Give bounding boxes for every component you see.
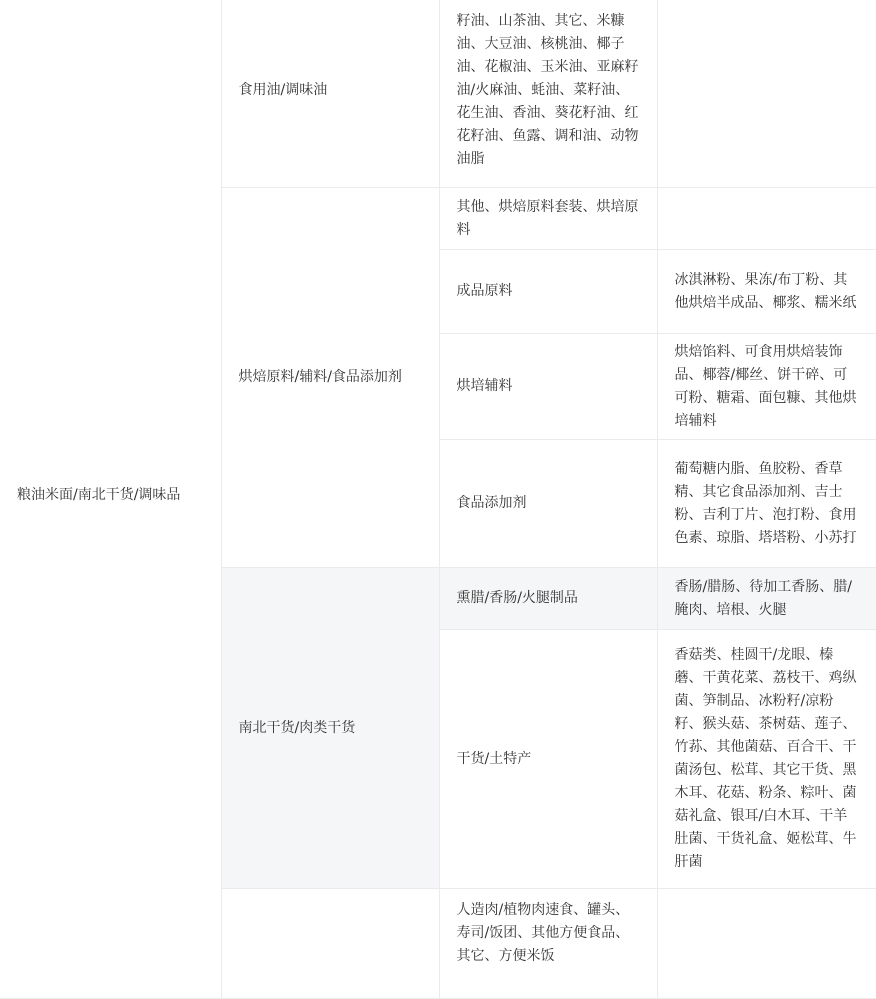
table-cell-tertiary-category: 人造肉/植物肉速食、罐头、寿司/饭团、其他方便食品、其它、方便米饭 (439, 889, 657, 999)
table-cell-secondary-category (221, 889, 439, 999)
table-cell-tertiary-category: 成品原料 (439, 250, 657, 334)
table-cell-tertiary-category: 其他、烘焙原料套装、烘培原料 (439, 188, 657, 250)
table-cell-tertiary-category: 干货/土特产 (439, 630, 657, 889)
table-cell-items: 香菇类、桂圆干/龙眼、榛蘑、干黄花菜、荔枝干、鸡纵菌、笋制品、冰粉籽/凉粉籽、猴头菇、茶树菇、莲子、竹荪、其他菌菇、百合干、干菌汤包、松茸、其它干货、黑木耳、花菇、粉条、粽叶、菌菇礼盒、银耳/白木耳、干羊肚菌、干货礼盒、姬松茸、牛肝菌 (657, 630, 876, 889)
table-row (0, 0, 876, 188)
table-cell-items: 葡萄糖内脂、鱼胶粉、香草精、其它食品添加剂、吉士粉、吉利丁片、泡打粉、食用色素、琼脂、塔塔粉、小苏打 (657, 440, 876, 568)
table-cell-tertiary-category: 籽油、山茶油、其它、米糠油、大豆油、核桃油、椰子油、花椒油、玉米油、亚麻籽油/火麻油、蚝油、菜籽油、花生油、香油、葵花籽油、红花籽油、鱼露、调和油、动物油脂 (439, 0, 657, 188)
table-cell-items: 冰淇淋粉、果冻/布丁粉、其他烘焙半成品、椰浆、糯米纸 (657, 250, 876, 334)
table-cell-items (657, 0, 876, 188)
table-cell-tertiary-category: 烘培辅料 (439, 334, 657, 440)
table-cell-secondary-category: 烘焙原料/辅料/食品添加剂 (221, 188, 439, 568)
table-cell-tertiary-category: 熏腊/香肠/火腿制品 (439, 568, 657, 630)
table-cell-tertiary-category: 食品添加剂 (439, 440, 657, 568)
table-cell-primary-category: 粮油米面/南北干货/调味品 (0, 0, 221, 999)
table-cell-items: 烘焙馅料、可食用烘焙装饰品、椰蓉/椰丝、饼干碎、可可粉、糖霜、面包糠、其他烘培辅料 (657, 334, 876, 440)
table-cell-secondary-category: 食用油/调味油 (221, 0, 439, 188)
table-cell-items (657, 889, 876, 999)
table-cell-items: 香肠/腊肠、待加工香肠、腊/腌肉、培根、火腿 (657, 568, 876, 630)
table-cell-secondary-category: 南北干货/肉类干货 (221, 568, 439, 889)
table-cell-items (657, 188, 876, 250)
